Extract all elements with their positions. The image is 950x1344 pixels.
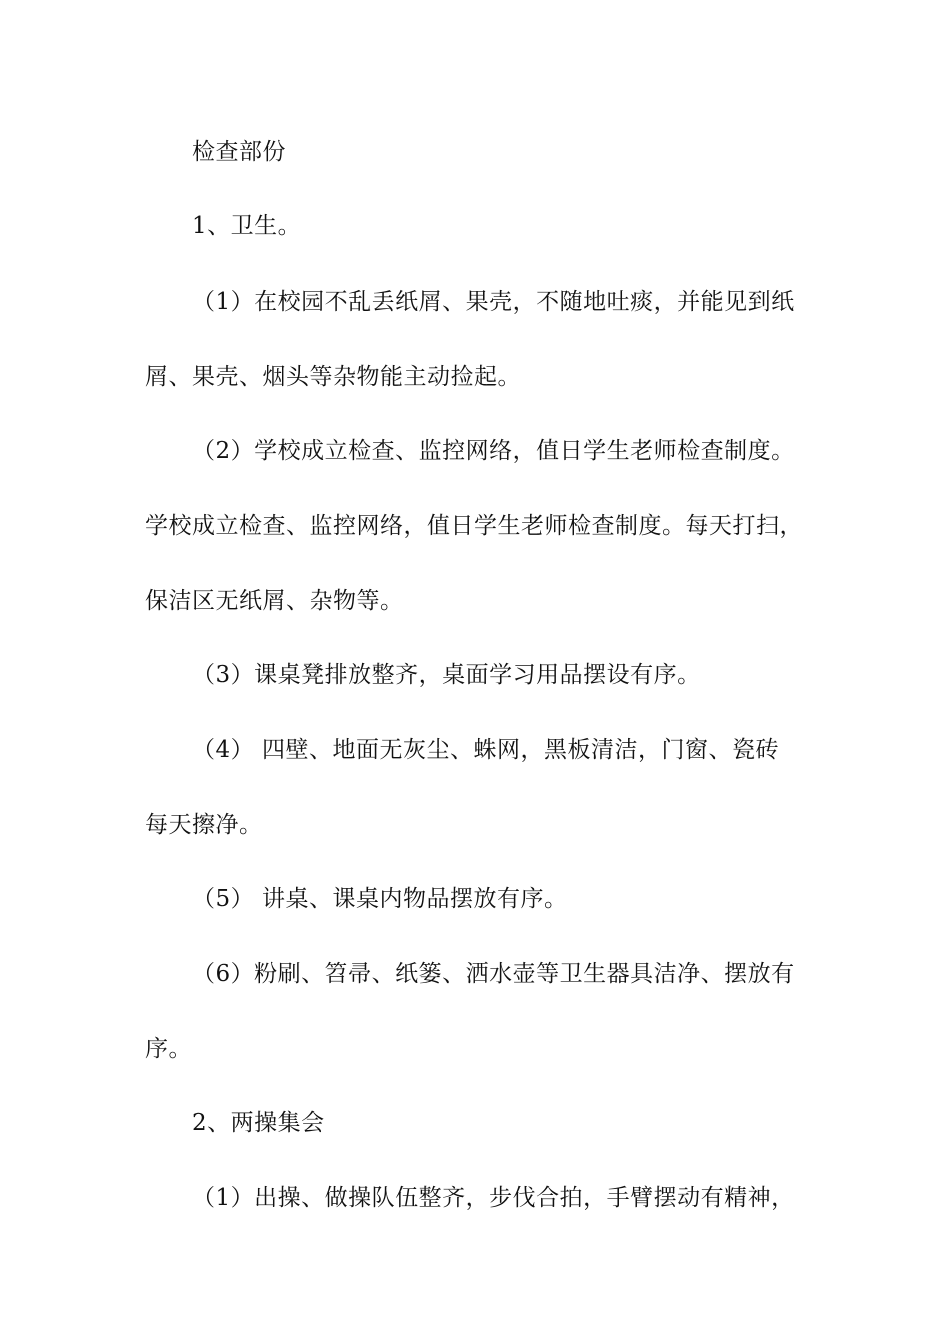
item-5: （5） 讲桌、课桌内物品摆放有序。 — [192, 886, 568, 912]
item-2-line-3: 保洁区无纸屑、杂物等。 — [145, 588, 404, 614]
item-2-line-2: 学校成立检查、监控网络，值日学生老师检查制度。每天打扫， — [145, 513, 803, 539]
item-2-line-1: （2）学校成立检查、监控网络，值日学生老师检查制度。 — [192, 438, 795, 464]
section-2-title: 2、两操集会 — [192, 1110, 325, 1136]
item-1-line-2: 屑、果壳、烟头等杂物能主动捡起。 — [145, 364, 521, 390]
item-6-line-1: （6）粉刷、笤帚、纸篓、洒水壶等卫生器具洁净、摆放有 — [192, 961, 795, 987]
item-3: （3）课桌凳排放整齐，桌面学习用品摆设有序。 — [192, 662, 701, 688]
item-1-line-1: （1）在校园不乱丢纸屑、果壳，不随地吐痰，并能见到纸 — [192, 289, 795, 315]
item-4-line-2: 每天擦净。 — [145, 812, 263, 838]
item-4-line-1: （4） 四壁、地面无灰尘、蛛网，黑板清洁，门窗、瓷砖 — [192, 737, 779, 763]
section-1-title: 1、卫生。 — [192, 213, 302, 239]
section-2-item-1-line-1: （1）出操、做操队伍整齐，步伐合拍，手臂摆动有精神， — [192, 1185, 795, 1211]
item-6-line-2: 序。 — [145, 1036, 192, 1062]
section-heading: 检查部份 — [192, 139, 286, 165]
